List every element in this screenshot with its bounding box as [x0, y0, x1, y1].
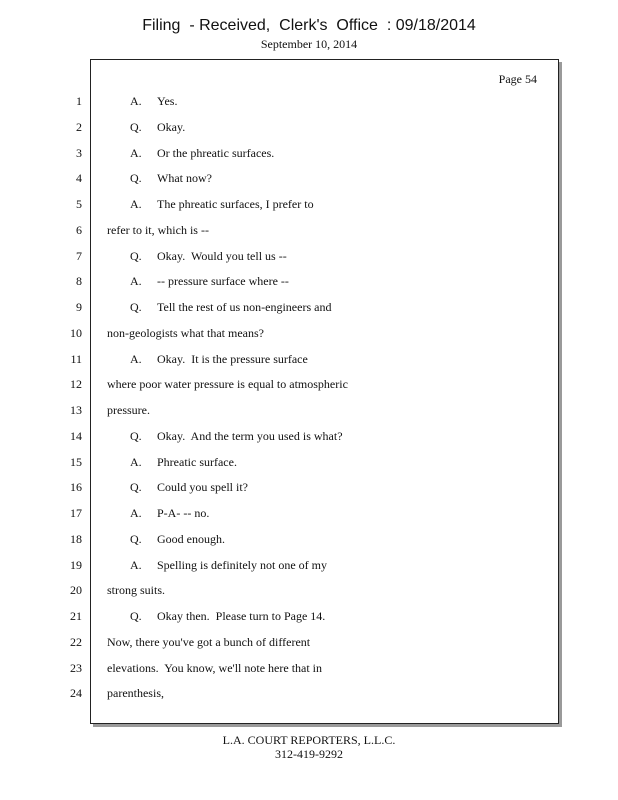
line-number: 11: [70, 352, 82, 366]
transcript-line: [130, 352, 308, 367]
speaker-marker: A.: [130, 558, 142, 572]
transcript-line: [130, 197, 314, 212]
line-body: Or the phreatic surfaces.: [157, 146, 275, 160]
line-number: 21: [70, 609, 82, 623]
transcript-line: [130, 120, 185, 135]
filing-stamp: Filing - Received, Clerk's Office : 09/18/2014: [142, 17, 476, 34]
line-body: Could you spell it?: [157, 480, 248, 494]
speaker-marker: Q.: [130, 300, 142, 314]
line-number: 23: [70, 661, 82, 675]
speaker-marker: Q.: [130, 171, 142, 185]
line-number: 9: [76, 300, 82, 314]
line-body: non-geologists what that means?: [107, 326, 264, 340]
line-body: Tell the rest of us non-engineers and: [157, 300, 332, 314]
transcript-line: [130, 506, 209, 521]
line-number: 4: [76, 171, 82, 185]
line-number: 8: [76, 274, 82, 288]
line-number: 5: [76, 197, 82, 211]
transcript-line: [130, 609, 325, 624]
line-number: 10: [70, 326, 82, 340]
transcript-line: [130, 94, 177, 109]
speaker-marker: A.: [130, 94, 142, 108]
court-reporter-firm: L.A. COURT REPORTERS, L.L.C.: [222, 733, 396, 747]
line-number: 7: [76, 249, 82, 263]
line-body: parenthesis,: [107, 686, 164, 700]
line-number: 22: [70, 635, 82, 649]
line-number: 15: [70, 455, 82, 469]
line-number: 1: [76, 94, 82, 108]
speaker-marker: Q.: [130, 249, 142, 263]
line-body: -- pressure surface where --: [157, 274, 289, 288]
speaker-marker: A.: [130, 274, 142, 288]
line-body: where poor water pressure is equal to atmospheric: [107, 377, 348, 391]
line-body: Okay. It is the pressure surface: [157, 352, 308, 366]
transcript-line: [107, 661, 322, 676]
line-body: Okay.: [157, 120, 186, 134]
transcript-line: [107, 223, 209, 238]
transcript-line: [130, 146, 274, 161]
line-number: 3: [76, 146, 82, 160]
line-body: P-A- -- no.: [157, 506, 210, 520]
line-body: Good enough.: [157, 532, 225, 546]
line-number: 16: [70, 480, 82, 494]
transcript-line: [130, 455, 237, 470]
page-number: Page 54: [498, 72, 537, 86]
transcript-line: [107, 583, 165, 598]
line-number: 12: [70, 377, 82, 391]
line-number: 6: [76, 223, 82, 237]
court-reporter-phone: 312-419-9292: [275, 747, 343, 761]
line-body: Okay then. Please turn to Page 14.: [157, 609, 326, 623]
speaker-marker: Q.: [130, 532, 142, 546]
line-body: strong suits.: [107, 583, 166, 597]
line-body: pressure.: [107, 403, 150, 417]
transcript-line: [130, 249, 287, 264]
line-body: Now, there you've got a bunch of different: [107, 635, 311, 649]
speaker-marker: A.: [130, 455, 142, 469]
speaker-marker: A.: [130, 146, 142, 160]
line-body: refer to it, which is --: [107, 223, 209, 237]
line-body: Phreatic surface.: [157, 455, 237, 469]
line-number: 24: [70, 686, 82, 700]
line-body: elevations. You know, we'll note here that in: [107, 661, 323, 675]
transcript-line: [130, 480, 248, 495]
transcript-line: [107, 403, 150, 418]
line-number: 17: [70, 506, 82, 520]
line-body: Spelling is definitely not one of my: [157, 558, 327, 572]
transcript-line: [107, 635, 310, 650]
transcript-line: [107, 686, 164, 701]
transcript-line: [130, 300, 331, 315]
speaker-marker: A.: [130, 506, 142, 520]
line-body: Yes.: [157, 94, 178, 108]
transcript-line: [107, 377, 348, 392]
speaker-marker: A.: [130, 197, 142, 211]
speaker-marker: Q.: [130, 480, 142, 494]
transcript-line: [130, 558, 327, 573]
speaker-marker: A.: [130, 352, 142, 366]
speaker-marker: Q.: [130, 429, 142, 443]
transcript-line: [130, 532, 225, 547]
line-number: 2: [76, 120, 82, 134]
line-body: Okay. Would you tell us --: [157, 249, 287, 263]
line-body: The phreatic surfaces, I prefer to: [157, 197, 314, 211]
line-body: Okay. And the term you used is what?: [157, 429, 343, 443]
transcript-line: [107, 326, 264, 341]
transcript-line: [130, 429, 343, 444]
line-body: What now?: [157, 171, 212, 185]
line-number: 19: [70, 558, 82, 572]
line-number: 14: [70, 429, 82, 443]
transcript-line: [130, 274, 289, 289]
transcript-line: [130, 171, 212, 186]
speaker-marker: Q.: [130, 609, 142, 623]
line-number: 18: [70, 532, 82, 546]
deposition-date: September 10, 2014: [260, 37, 358, 51]
speaker-marker: Q.: [130, 120, 142, 134]
line-number: 20: [70, 583, 82, 597]
line-number: 13: [70, 403, 82, 417]
